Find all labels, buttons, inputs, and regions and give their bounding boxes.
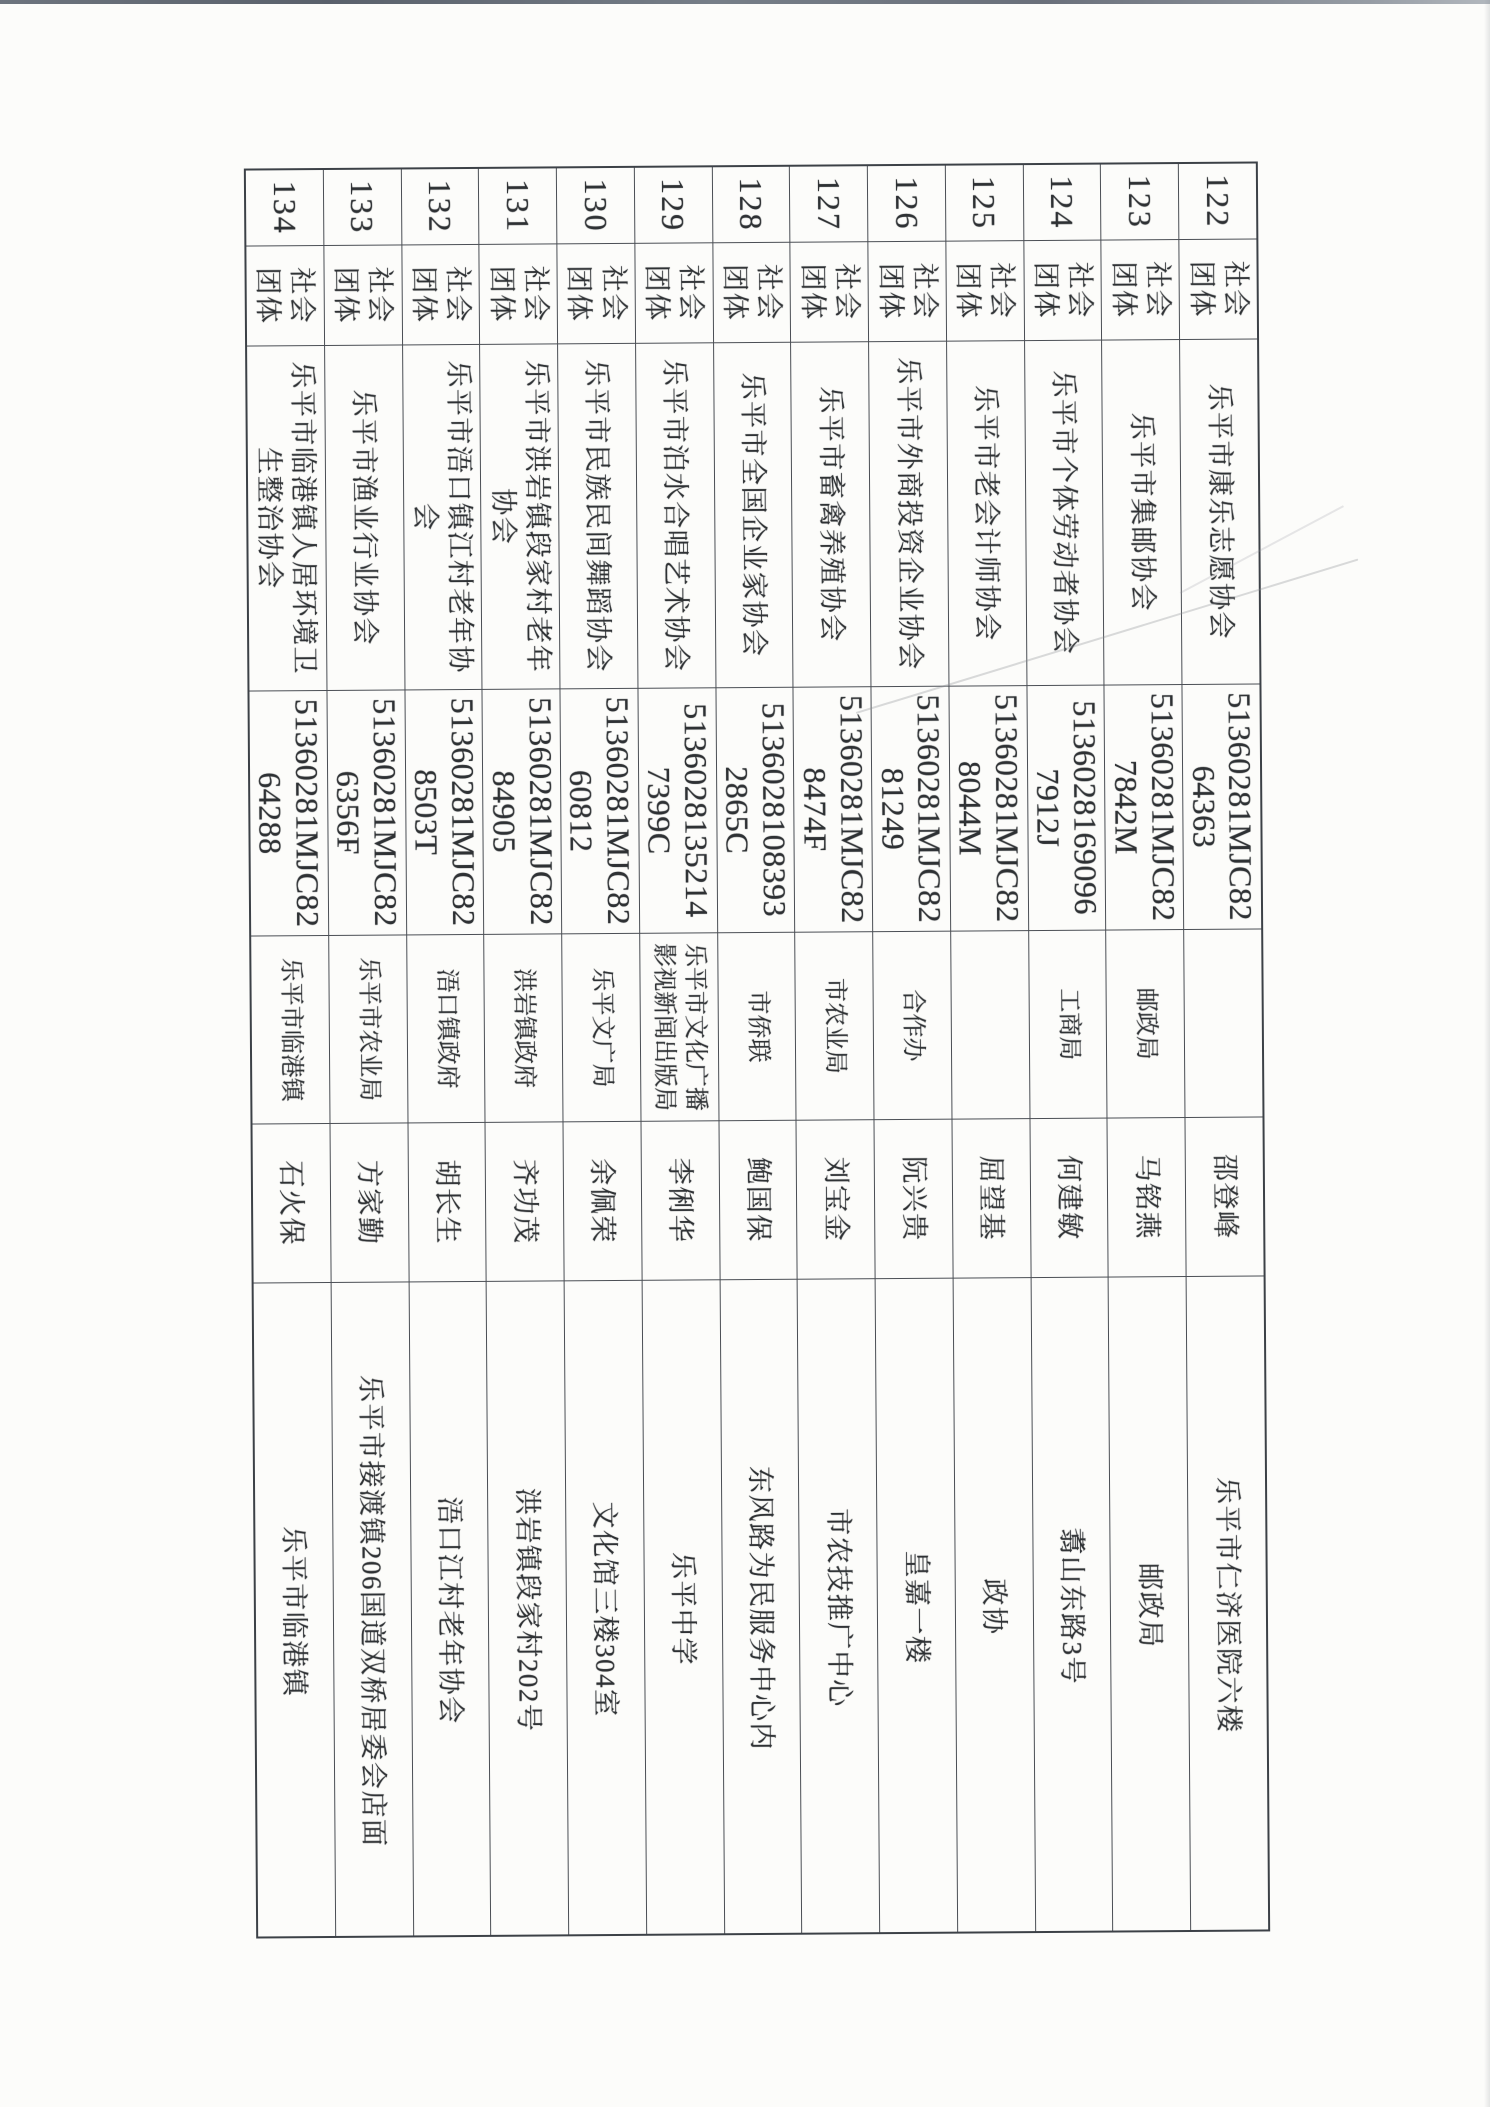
credit-code-cell: 51360281MJC82 84905: [483, 688, 561, 934]
legal-representative-cell: 何建敏: [1030, 1118, 1108, 1278]
org-name-cell: 乐平市外商投资企业协会: [869, 341, 948, 687]
address-cell: 翥山东路3号: [1031, 1277, 1112, 1936]
serial-number-cell: 132: [422, 179, 459, 234]
credit-code-cell: 51360281MJC82 60812: [561, 688, 639, 934]
supervising-unit-cell: 乐平市文化广播影视新闻出版局: [640, 932, 718, 1121]
org-name-cell: 乐平市畜禽养殖协会: [791, 341, 870, 687]
serial-number-cell: 134: [266, 180, 303, 235]
address-cell: 浯口江村老年协会: [409, 1281, 490, 1940]
serial-number-cell: 127: [810, 176, 848, 232]
legal-representative-cell: 方家勤: [330, 1122, 408, 1282]
supervising-unit-cell: 洪岩镇政府: [485, 933, 563, 1122]
address-cell: 政协: [954, 1277, 1035, 1936]
credit-code-cell: 51360281MJC82 8503T: [405, 689, 483, 935]
legal-representative-cell: 阮兴贵: [875, 1119, 953, 1279]
address-cell: 乐平中学: [642, 1279, 723, 1938]
org-type-cell: 社会团体: [946, 240, 1023, 341]
org-type-cell: 社会团体: [869, 241, 946, 342]
table-row: [479, 168, 569, 1934]
legal-representative-cell: 马铭燕: [1108, 1117, 1186, 1277]
credit-code-cell: 51360281MJC82 64288: [250, 690, 328, 936]
supervising-unit-cell: 市侨联: [718, 932, 796, 1121]
credit-code-cell: 51360281MJC82 64363: [1183, 683, 1261, 929]
supervising-unit-cell: 乐平市临港镇: [251, 935, 329, 1124]
org-type-cell: 社会团体: [635, 242, 712, 343]
supervising-unit-cell: 乐平文广局: [562, 933, 640, 1122]
credit-code-cell: 51360281MJC82 8044M: [949, 685, 1027, 931]
org-type-cell: 社会团体: [402, 244, 479, 345]
org-type-cell: 社会团体: [791, 241, 868, 342]
credit-code-cell: 51360281MJC82 7842M: [1105, 684, 1183, 930]
org-name-cell: 乐平市康乐志愿协会: [1180, 338, 1259, 684]
scanner-edge-artifact: [0, 0, 1490, 4]
address-cell: 东风路为民服务中心内: [720, 1279, 801, 1938]
supervising-unit-cell: [951, 930, 1029, 1119]
page-edge-shadow: [1484, 0, 1490, 2107]
legal-representative-cell: 鲍国保: [719, 1120, 797, 1280]
supervising-unit-cell: 乐平市农业局: [329, 934, 407, 1123]
table-row: [1101, 164, 1191, 1930]
serial-number-cell: 128: [733, 177, 770, 232]
table-row: [712, 167, 802, 1933]
address-cell: 乐平市临港镇: [254, 1282, 335, 1941]
serial-number-cell: 122: [1199, 174, 1237, 229]
address-cell: 乐平市接渡镇206国道双桥居委会店面: [331, 1281, 412, 1940]
org-type-cell: 社会团体: [1180, 238, 1257, 339]
registry-table: [244, 161, 1270, 1938]
org-type-cell: 社会团体: [1024, 240, 1101, 341]
table-row: [324, 169, 414, 1935]
table-row: [790, 166, 880, 1932]
legal-representative-cell: 石火保: [253, 1123, 331, 1283]
org-type-cell: 社会团体: [324, 244, 401, 345]
address-cell: 市农技推广中心: [798, 1278, 879, 1937]
credit-code-cell: 5136028169096 7912J: [1027, 685, 1105, 931]
table-row: [868, 166, 958, 1932]
table-row: [946, 165, 1036, 1931]
address-cell: 皇嘉一楼: [876, 1278, 957, 1937]
supervising-unit-cell: 市农业局: [796, 931, 874, 1120]
supervising-unit-cell: 合作办: [873, 931, 951, 1120]
serial-number-cell: 129: [655, 177, 692, 233]
table-row: [1179, 163, 1268, 1929]
legal-representative-cell: 刘宝金: [797, 1119, 875, 1279]
supervising-unit-cell: 邮政局: [1107, 929, 1185, 1118]
serial-number-cell: 133: [344, 180, 381, 235]
org-name-cell: 乐平市全国企业家协会: [714, 342, 793, 688]
credit-code-cell: 51360281MJC82 81249: [872, 686, 950, 932]
org-name-cell: 乐平市浯口镇江村老年协会: [403, 344, 482, 690]
address-cell: 乐平市仁济医院六楼: [1187, 1275, 1268, 1934]
serial-number-cell: 131: [499, 179, 537, 234]
rotated-table-area: [244, 161, 1270, 1938]
supervising-unit-cell: 工商局: [1029, 930, 1107, 1119]
org-name-cell: 乐平市民族民间舞蹈协会: [558, 343, 637, 689]
table-row: [401, 169, 491, 1935]
org-type-cell: 社会团体: [557, 243, 634, 344]
legal-representative-cell: 齐功茂: [486, 1121, 564, 1281]
serial-number-cell: 125: [966, 175, 1003, 231]
table-row: [1024, 165, 1114, 1931]
org-name-cell: 乐平市个体劳动者协会: [1025, 340, 1104, 686]
org-name-cell: 乐平市集邮协会: [1103, 339, 1182, 685]
address-cell: 洪岩镇段家村202号: [487, 1280, 568, 1939]
serial-number-cell: 130: [577, 178, 614, 233]
serial-number-cell: 123: [1121, 174, 1159, 229]
org-name-cell: 乐平市老会计师协会: [947, 340, 1026, 686]
org-name-cell: 乐平市泊水合唱艺术协会: [636, 342, 715, 688]
legal-representative-cell: 余佩荣: [564, 1121, 642, 1281]
table-row: [635, 167, 725, 1933]
table-row: [246, 170, 336, 1936]
org-type-cell: 社会团体: [1102, 239, 1179, 340]
legal-representative-cell: 胡长生: [408, 1122, 486, 1282]
org-name-cell: 乐平市渔业行业协会: [325, 344, 404, 690]
supervising-unit-cell: [1184, 928, 1262, 1117]
org-name-cell: 乐平市洪岩镇段家村老年协会: [480, 343, 559, 689]
credit-code-cell: 51360281MJC82 8474F: [794, 686, 872, 932]
serial-number-cell: 126: [888, 176, 926, 231]
table-row: [557, 168, 647, 1934]
credit-code-cell: 5136028135214 7399C: [638, 687, 716, 933]
serial-number-cell: 124: [1044, 175, 1081, 230]
org-type-cell: 社会团体: [480, 243, 557, 344]
credit-code-cell: 51360281MJC82 6356F: [327, 689, 405, 935]
address-cell: 文化馆三楼304室: [565, 1280, 646, 1939]
supervising-unit-cell: 浯口镇政府: [407, 934, 485, 1123]
legal-representative-cell: 李俐华: [641, 1120, 719, 1280]
org-type-cell: 社会团体: [246, 245, 323, 346]
org-name-cell: 乐平市临港镇人居环境卫生整治协会: [247, 345, 326, 691]
credit-code-cell: 5136028108393 2865C: [716, 687, 794, 933]
legal-representative-cell: 邵登峰: [1186, 1116, 1264, 1276]
org-type-cell: 社会团体: [713, 242, 790, 343]
address-cell: 邮政局: [1109, 1276, 1190, 1935]
legal-representative-cell: 屈望基: [952, 1118, 1030, 1278]
